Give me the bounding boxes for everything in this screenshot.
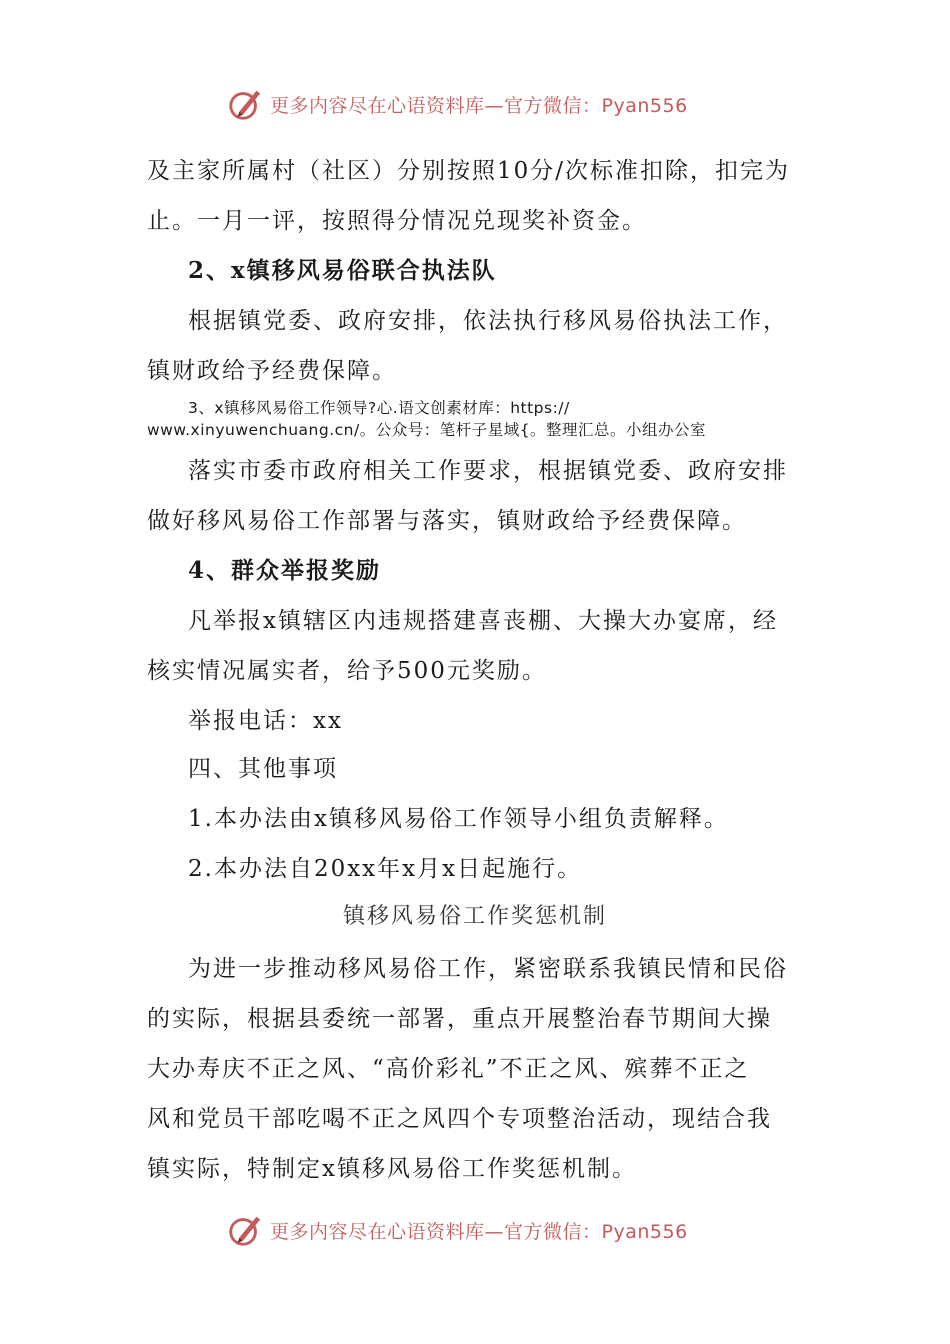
section-heading: 四、其他事项 bbox=[188, 756, 338, 782]
paragraph-line: 镇实际，特制定x镇移风易俗工作奖惩机制。 bbox=[147, 1156, 637, 1182]
header-banner bbox=[226, 84, 688, 124]
paragraph-line: 做好移风易俗工作部署与落实，镇财政给予经费保障。 bbox=[147, 508, 747, 534]
pen-logo-icon bbox=[226, 1211, 264, 1249]
footer-banner-text: 更多内容尽在心语资料库—官方微信：Pyan556 bbox=[270, 1220, 688, 1243]
paragraph-line: 止。一月一评，按照得分情况兑现奖补资金。 bbox=[147, 208, 647, 234]
paragraph-line: 凡举报x镇辖区内违规搭建喜丧棚、大操大办宴席，经 bbox=[188, 608, 778, 634]
paragraph-line: 为进一步推动移风易俗工作，紧密联系我镇民情和民俗 bbox=[188, 956, 788, 982]
footer-banner bbox=[226, 1210, 688, 1250]
paragraph-line: 根据镇党委、政府安排，依法执行移风易俗执法工作， bbox=[188, 308, 788, 334]
paragraph-line: 的实际，根据县委统一部署，重点开展整治春节期间大操 bbox=[147, 1006, 772, 1032]
paragraph-line: 镇财政给予经费保障。 bbox=[147, 358, 397, 384]
paragraph-line: 风和党员干部吃喝不正之风四个专项整治活动，现结合我 bbox=[147, 1106, 772, 1132]
pen-logo-icon bbox=[226, 85, 264, 123]
list-item: 1.本办法由x镇移风易俗工作领导小组负责解释。 bbox=[188, 806, 729, 832]
section-heading-small: www.xinyuwenchuang.cn/。公众号：笔杆子星域{。整理汇总。小组办公室 bbox=[147, 421, 707, 439]
paragraph-line: 及主家所属村（社区）分别按照10分/次标准扣除，扣完为 bbox=[147, 158, 791, 184]
paragraph-line: 核实情况属实者，给予500元奖励。 bbox=[147, 658, 547, 684]
list-item: 2.本办法自20xx年x月x日起施行。 bbox=[188, 856, 583, 882]
section-heading-small: 3、x镇移风易俗工作领导?心.语文创素材库：https:// bbox=[188, 399, 570, 417]
paragraph-line: 落实市委市政府相关工作要求，根据镇党委、政府安排 bbox=[188, 458, 788, 484]
section-heading: 2、x镇移风易俗联合执法队 bbox=[188, 257, 497, 284]
paragraph-line: 举报电话：xx bbox=[188, 708, 343, 734]
paragraph-line: 大办寿庆不正之风、“高价彩礼”不正之风、殡葬不正之 bbox=[147, 1056, 750, 1082]
section-heading: 4、群众举报奖励 bbox=[188, 557, 382, 584]
document-title: 镇移风易俗工作奖惩机制 bbox=[342, 904, 607, 929]
header-banner-text: 更多内容尽在心语资料库—官方微信：Pyan556 bbox=[270, 94, 688, 117]
